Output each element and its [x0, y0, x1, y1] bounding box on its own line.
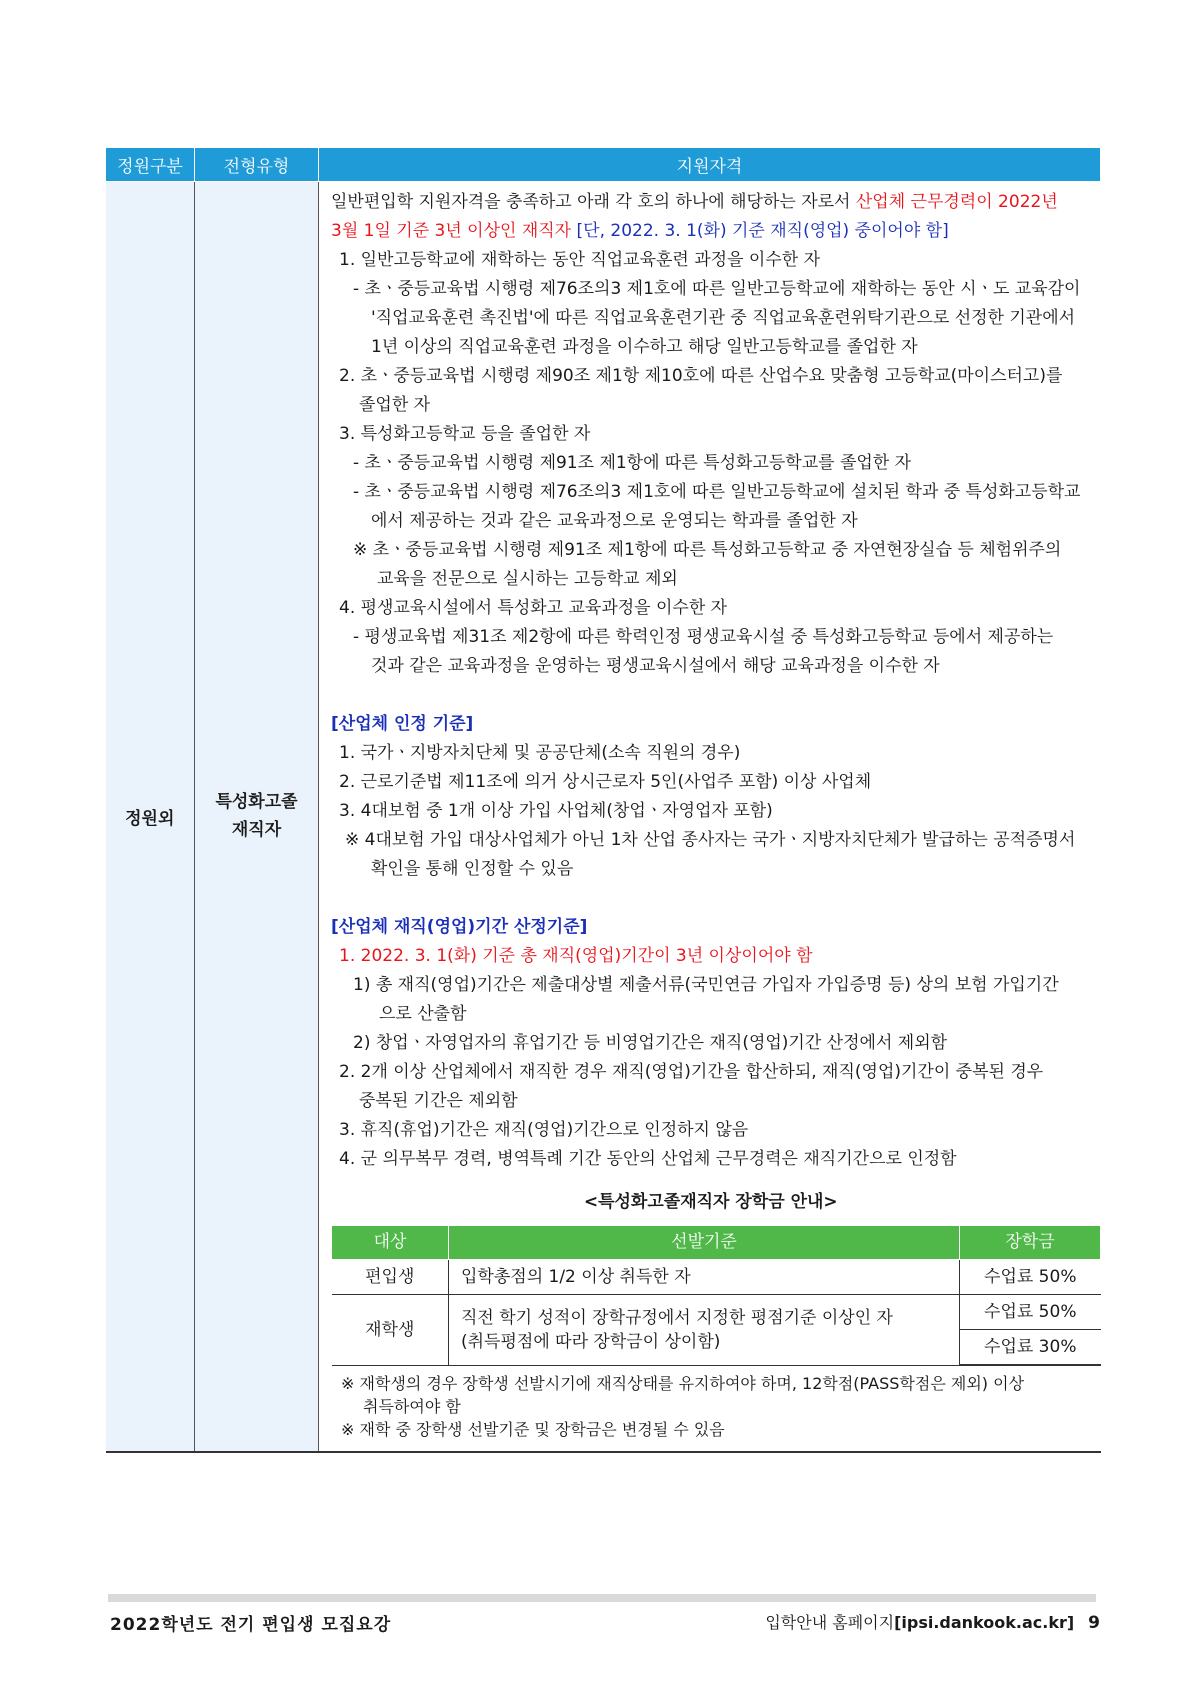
- qual-item: 에서 제공하는 것과 같은 교육과정으로 운영되는 학과를 졸업한 자: [371, 511, 858, 531]
- header-type: 전형유형: [195, 148, 319, 182]
- sch-amount: 수업료 30%: [960, 1330, 1101, 1366]
- qual-item: 1. 일반고등학교에 재학하는 동안 직업교육훈련 과정을 이수한 자: [339, 250, 821, 270]
- period-item-1: 1. 2022. 3. 1(화) 기준 총 재직(영업)기간이 3년 이상이어야 함: [339, 946, 813, 966]
- criteria-item: 2. 근로기준법 제11조에 의거 상시근로자 5인(사업주 포함) 이상 사업체: [339, 772, 872, 792]
- category-label: 정원외: [125, 809, 175, 829]
- criteria-item: 확인을 통해 인정할 수 있음: [371, 859, 574, 879]
- scholarship-table: [331, 1225, 1101, 1366]
- sch-header-amount: 장학금: [960, 1226, 1101, 1260]
- period-item: 3. 휴직(휴업)기간은 재직(영업)기간으로 인정하지 않음: [339, 1120, 749, 1140]
- qual-item: '직업교육훈련 촉진법'에 따른 직업교육훈련기관 중 직업교육훈련위탁기관으로 선정한 기관에서: [371, 308, 1076, 328]
- period-item: 4. 군 의무복무 경력, 병역특례 기간 동안의 산업체 근무경력은 재직기간으로 인정함: [339, 1149, 957, 1169]
- sch-note: ※ 재학 중 장학생 선발기준 및 장학금은 변경될 수 있음: [341, 1420, 725, 1439]
- category-cell: [106, 182, 195, 1453]
- sch-target: 편입생: [332, 1260, 449, 1295]
- qual-item: - 초ㆍ중등교육법 시행령 제76조의3 제1호에 따른 일반고등학교에 설치된 학과 중 특성화고등학교: [353, 482, 1081, 502]
- sch-amount: 수업료 50%: [960, 1260, 1101, 1295]
- qual-item: - 초ㆍ중등교육법 시행령 제76조의3 제1호에 따른 일반고등학교에 재학하는 동안 시ㆍ도 교육감이: [353, 279, 1081, 299]
- qual-item: - 초ㆍ중등교육법 시행령 제91조 제1항에 따른 특성화고등학교를 졸업한 자: [353, 453, 912, 473]
- qual-item: 2. 초ㆍ중등교육법 시행령 제90조 제1항 제10호에 따른 산업수요 맞춤형 고등학교(마이스터고)를: [339, 366, 1063, 386]
- homepage-link[interactable]: [ipsi.dankook.ac.kr]: [894, 1613, 1075, 1632]
- period-item: 2. 2개 이상 산업체에서 재직한 경우 재직(영업)기간을 합산하되, 재직(영업)기간이 중복된 경우: [339, 1062, 1044, 1082]
- criteria-item: 1. 국가ㆍ지방자치단체 및 공공단체(소속 직원의 경우): [339, 743, 741, 763]
- qual-item: - 평생교육법 제31조 제2항에 따른 학력인정 평생교육시설 중 특성화고등학교 등에서 제공하는: [353, 627, 1054, 647]
- header-qualification: 지원자격: [319, 148, 1101, 182]
- qual-item: 졸업한 자: [359, 395, 431, 415]
- sch-amount: 수업료 50%: [960, 1295, 1101, 1330]
- qual-item: 1년 이상의 직업교육훈련 과정을 이수하고 해당 일반고등학교를 졸업한 자: [371, 337, 918, 357]
- sch-target: 재학생: [332, 1295, 449, 1366]
- qual-item: 교육을 전문으로 실시하는 고등학교 제외: [377, 569, 678, 589]
- period-item: 2) 창업ㆍ자영업자의 휴업기간 등 비영업기간은 재직(영업)기간 산정에서 제외함: [353, 1033, 948, 1053]
- qual-intro-line-1: 일반편입학 지원자격을 충족하고 아래 각 호의 하나에 해당하는 자로서 산업체 근무경력이 2022년: [331, 192, 1058, 212]
- qualification-cell: [319, 182, 1101, 1453]
- sch-header-criteria: 선발기준: [449, 1226, 960, 1260]
- sch-note: ※ 재학생의 경우 장학생 선발시기에 재직상태를 유지하여야 하며, 12학점(PASS학점은 제외) 이상: [341, 1374, 1025, 1393]
- sch-note: 취득하여야 함: [363, 1397, 461, 1416]
- type-label-2: 재직자: [231, 819, 282, 840]
- criteria-title: [산업체 인정 기준]: [331, 714, 474, 734]
- sch-criteria: 입학총점의 1/2 이상 취득한 자: [449, 1260, 960, 1295]
- qual-item: 4. 평생교육시설에서 특성화고 교육과정을 이수한 자: [339, 598, 728, 618]
- type-cell: [195, 182, 319, 1453]
- footer-divider: [108, 1594, 1096, 1602]
- qual-item: ※ 초ㆍ중등교육법 시행령 제91조 제1항에 따른 특성화고등학교 중 자연현장실습 등 체험위주의: [353, 540, 1062, 560]
- footer-homepage: 입학안내 홈페이지[ipsi.dankook.ac.kr] 9: [765, 1613, 1100, 1633]
- footer-title: 2022학년도 전기 편입생 모집요강: [110, 1615, 392, 1635]
- period-item: 으로 산출함: [379, 1004, 467, 1024]
- page-number: 9: [1088, 1613, 1100, 1633]
- period-item: 1) 총 재직(영업)기간은 제출대상별 제출서류(국민연금 가입자 가입증명 등) 상의 보험 가입기간: [353, 975, 1059, 995]
- criteria-item: 3. 4대보험 중 1개 이상 가입 사업체(창업ㆍ자영업자 포함): [339, 801, 773, 821]
- scholarship-title: <특성화고졸재직자 장학금 안내>: [583, 1192, 838, 1212]
- admission-table: [105, 147, 1101, 1453]
- sch-criteria: 직전 학기 성적이 장학규정에서 지정한 평점기준 이상인 자 (취득평점에 따라 장학금이 상이함): [449, 1295, 960, 1366]
- header-category: 정원구분: [106, 148, 195, 182]
- period-title: [산업체 재직(영업)기간 산정기준]: [331, 917, 588, 937]
- period-item: 중복된 기간은 제외함: [359, 1091, 518, 1111]
- criteria-item: ※ 4대보험 가입 대상사업체가 아닌 1차 산업 종사자는 국가ㆍ지방자치단체가 발급하는 공적증명서: [345, 830, 1076, 850]
- sch-header-target: 대상: [332, 1226, 449, 1260]
- qual-item: 것과 같은 교육과정을 운영하는 평생교육시설에서 해당 교육과정을 이수한 자: [371, 656, 940, 676]
- qual-intro-line-2: 3월 1일 기준 3년 이상인 재직자 [단, 2022. 3. 1(화) 기준 재직(영업) 중이어야 함]: [331, 221, 949, 241]
- qual-item: 3. 특성화고등학교 등을 졸업한 자: [339, 424, 591, 444]
- type-label-1: 특성화고졸: [215, 792, 298, 813]
